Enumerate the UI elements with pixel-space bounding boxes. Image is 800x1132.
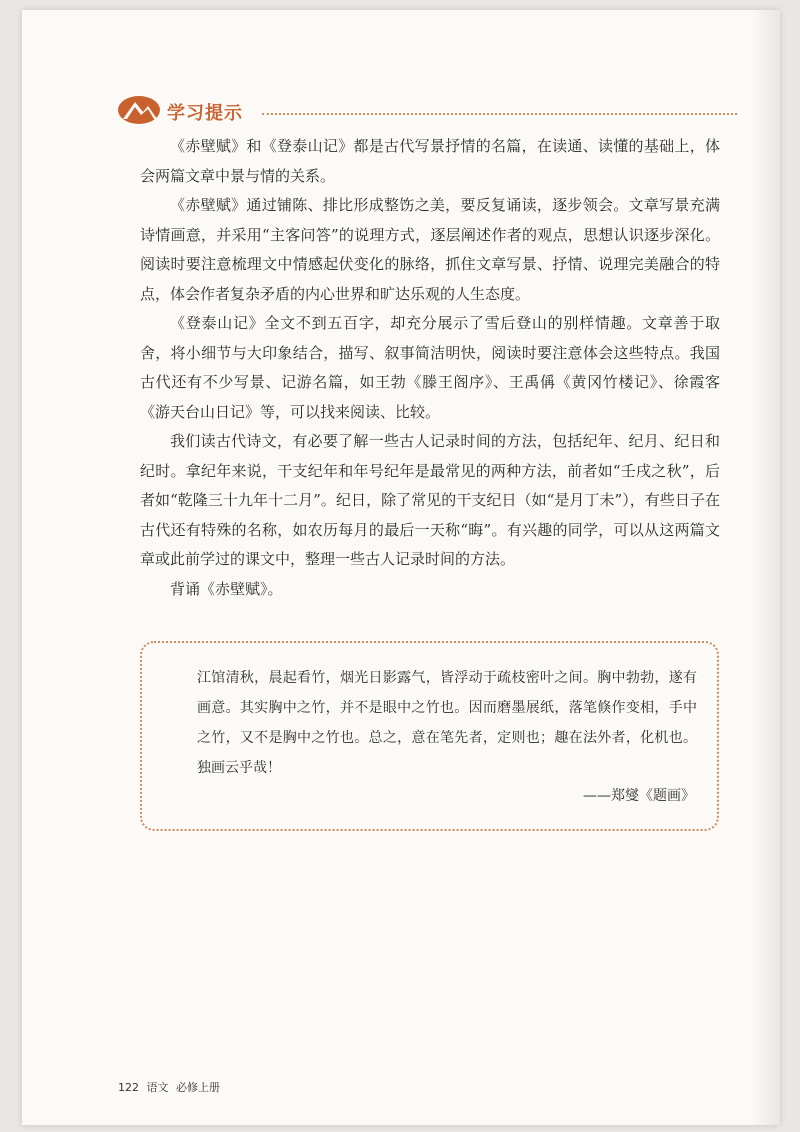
subject-label: 语文: [146, 1081, 169, 1094]
volume-label: 必修上册: [176, 1081, 220, 1094]
page-shadow: [750, 10, 780, 1125]
dotted-divider: [262, 113, 737, 115]
paragraph: 我们读古代诗文，有必要了解一些古人记录时间的方法，包括纪年、纪月、纪日和纪时。拿纪年来说，干支纪年和年号纪年是最常见的两种方法，前者如“壬戌之秋”，后者如“乾隆三十九年十二月”。纪日，除了常见的干支纪日（如“是月丁未”），有些日子在古代还有特殊的名称，如农历每月的最后一天称“晦”。有兴趣的同学，可以从这两篇文章或此前学过的课文中，整理一些古人记录时间的方法。: [140, 432, 720, 568]
paragraph: 《赤壁赋》和《登泰山记》都是古代写景抒情的名篇，在读通、读懂的基础上，体会两篇文章中景与情的关系。: [140, 137, 720, 185]
study-tips-body: [140, 132, 720, 604]
quote-text: 江馆清秋，晨起看竹，烟光日影露气，皆浮动于疏枝密叶之间。胸中勃勃，遂有画意。其实胸中之竹，并不是眼中之竹也。因而磨墨展纸，落笔倏作变相，手中之竹，又不是胸中之竹也。总之，意在笔先者，定则也；趣在法外者，化机也。独画云乎哉！: [197, 670, 697, 776]
paragraph: 《登泰山记》全文不到五百字，却充分展示了雪后登山的别样情趣。文章善于取舍，将小细节与大印象结合，描写、叙事简洁明快，阅读时要注意体会这些特点。我国古代还有不少写景、记游名篇，如王勃《滕王阁序》、王禹偁《黄冈竹楼记》、徐霞客《游天台山日记》等，可以找来阅读、比较。: [140, 314, 720, 421]
page-number: 122: [118, 1081, 139, 1094]
page-footer: [118, 1079, 224, 1095]
section-header: [117, 93, 737, 133]
mountain-logo-icon: [117, 95, 161, 125]
quote-box: [140, 641, 719, 831]
quote-source: ——郑燮《题画》: [583, 788, 695, 804]
paragraph: 背诵《赤壁赋》。: [170, 579, 283, 598]
textbook-page: [22, 10, 780, 1125]
section-title: 学习提示: [167, 103, 243, 124]
paragraph: 《赤壁赋》通过铺陈、排比形成整饬之美，要反复诵读，逐步领会。文章写景充满诗情画意，并采用“主客问答”的说理方式，逐层阐述作者的观点，思想认识逐步深化。阅读时要注意梳理文中情感起伏变化的脉络，抓住文章写景、抒情、说理完美融合的特点，体会作者复杂矛盾的内心世界和旷达乐观的人生态度。: [140, 196, 720, 303]
